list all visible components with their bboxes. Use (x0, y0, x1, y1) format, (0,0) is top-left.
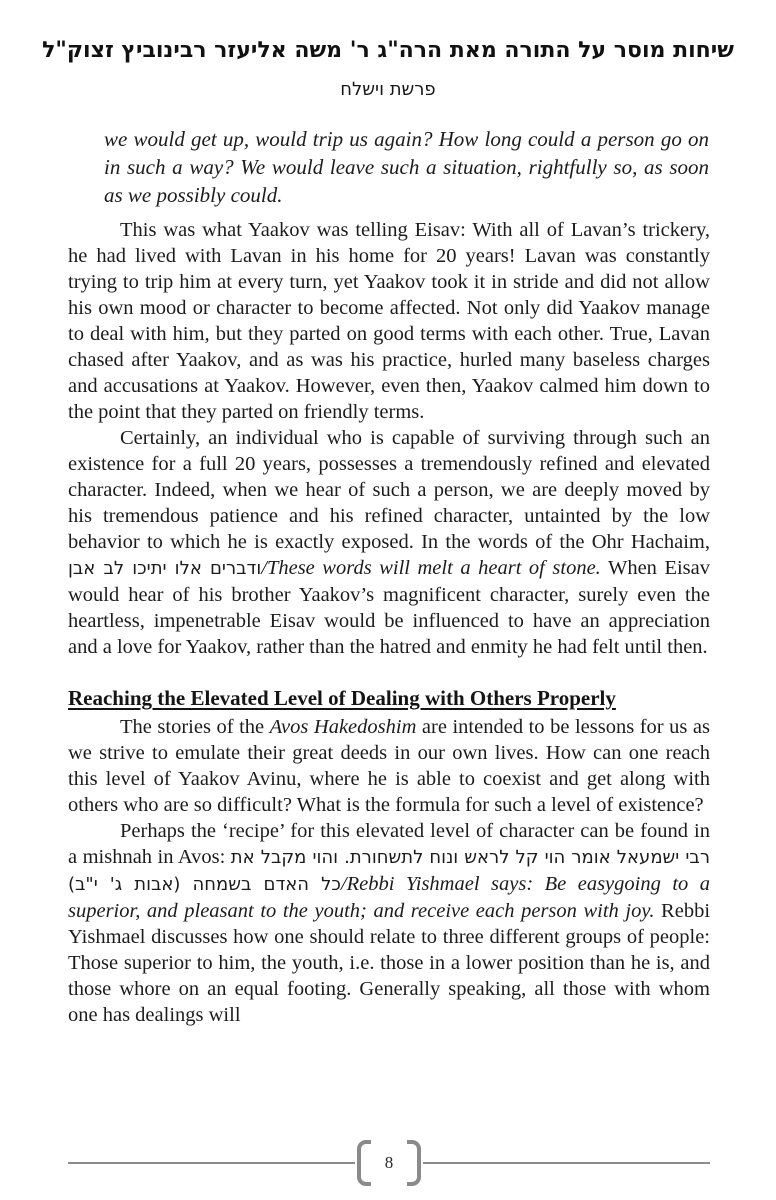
italic-text-segment: /These words will melt a heart of stone. (261, 557, 601, 579)
paragraph-group-bottom (68, 714, 710, 1028)
hebrew-text-segment: ודברים אלו יתיכו לב אבן (68, 558, 262, 579)
paragraph (68, 425, 710, 660)
page-number: 8 (384, 1153, 394, 1172)
paragraph (68, 818, 710, 1028)
right-bracket-ornament (407, 1140, 421, 1186)
text-segment: This was what Yaakov was telling Eisav: With all of Lavan’s trickery, he had lived with Lavan in his home for 20 years! Lavan was constantly trying to trip him at every turn, yet Yaakov took it in stride and did not allow his own mood or character to become affected. Not only did Yaakov manage to deal with him, but they parted on good terms with each other. True, Lavan chased after Yaakov, and as was his practice, hurled many baseless charges and accusations at Yaakov. However, even then, Yaakov calmed him down to the point that they parted on friendly terms. (68, 219, 710, 423)
footer-rule-left (68, 1162, 355, 1164)
paragraph-group-top (68, 217, 710, 660)
text-segment: The stories of the (120, 716, 270, 738)
continuation-quote: we would get up, would trip us again? How long could a person go on in such a way? We would leave such a situation, rightfully so, as soon as we possibly could. (104, 127, 709, 207)
document-title-hebrew: שיחות מוסר על התורה מאת הרה"ג ר' משה אליעזר רבינוביץ זצוק"ל (42, 38, 734, 63)
text-segment: Perhaps the ‘recipe’ for this elevated level of character can be found in a mishnah in Avos: (68, 820, 710, 868)
paragraph (68, 714, 710, 818)
body-text (68, 217, 710, 1028)
text-segment: are intended to be lessons for us as we strive to emulate their great deeds in our own lives. How can one reach this level of Yaakov Avinu, where he is able to coexist and get along with others who are so difficult? What is the formula for such a level of existence? (68, 716, 711, 816)
page-footer (68, 1139, 710, 1187)
italic-text-segment: /Rebbi Yishmael says: Be easygoing to a superior, and pleasant to the youth; and receive each person with joy. (68, 873, 710, 922)
italic-text-segment: Avos Hakedoshim (269, 716, 417, 738)
hebrew-text-segment: רבי ישמעאל אומר הוי קל לראש ונוח לתשחורת. והוי מקבל את כל האדם בשמחה (אבות ג' י"ב) (68, 847, 710, 895)
footer-rule-right (423, 1162, 710, 1164)
left-bracket-ornament (357, 1140, 371, 1186)
text-segment: Certainly, an individual who is capable of surviving through such an existence for a full 20 years, possesses a tremendously refined and elevated character. Indeed, when we hear of such a person, we are deeply moved by his tremendous patience and his refined character, untainted by the low behavior to which he is exactly exposed. In the words of the Ohr Hachaim, (68, 427, 710, 553)
paragraph (68, 217, 710, 425)
text-segment: Rebbi Yishmael discusses how one should relate to three different groups of people: Those superior to him, the youth, i.e. those in a lower position than he is, and those whore on an equal footing. Generally speaking, all those with whom one has dealings will (68, 900, 711, 1026)
section-heading: Reaching the Elevated Level of Dealing with Others Properly (68, 686, 616, 710)
parsha-subtitle-hebrew: פרשת וישלח (340, 79, 436, 100)
text-segment: When Eisav would hear of his brother Yaakov’s magnificent character, surely even the heartless, impenetrable Eisav would be influenced to have an appreciation and a love for Yaakov, rather than the hatred and enmity he had felt until then. (68, 557, 711, 658)
